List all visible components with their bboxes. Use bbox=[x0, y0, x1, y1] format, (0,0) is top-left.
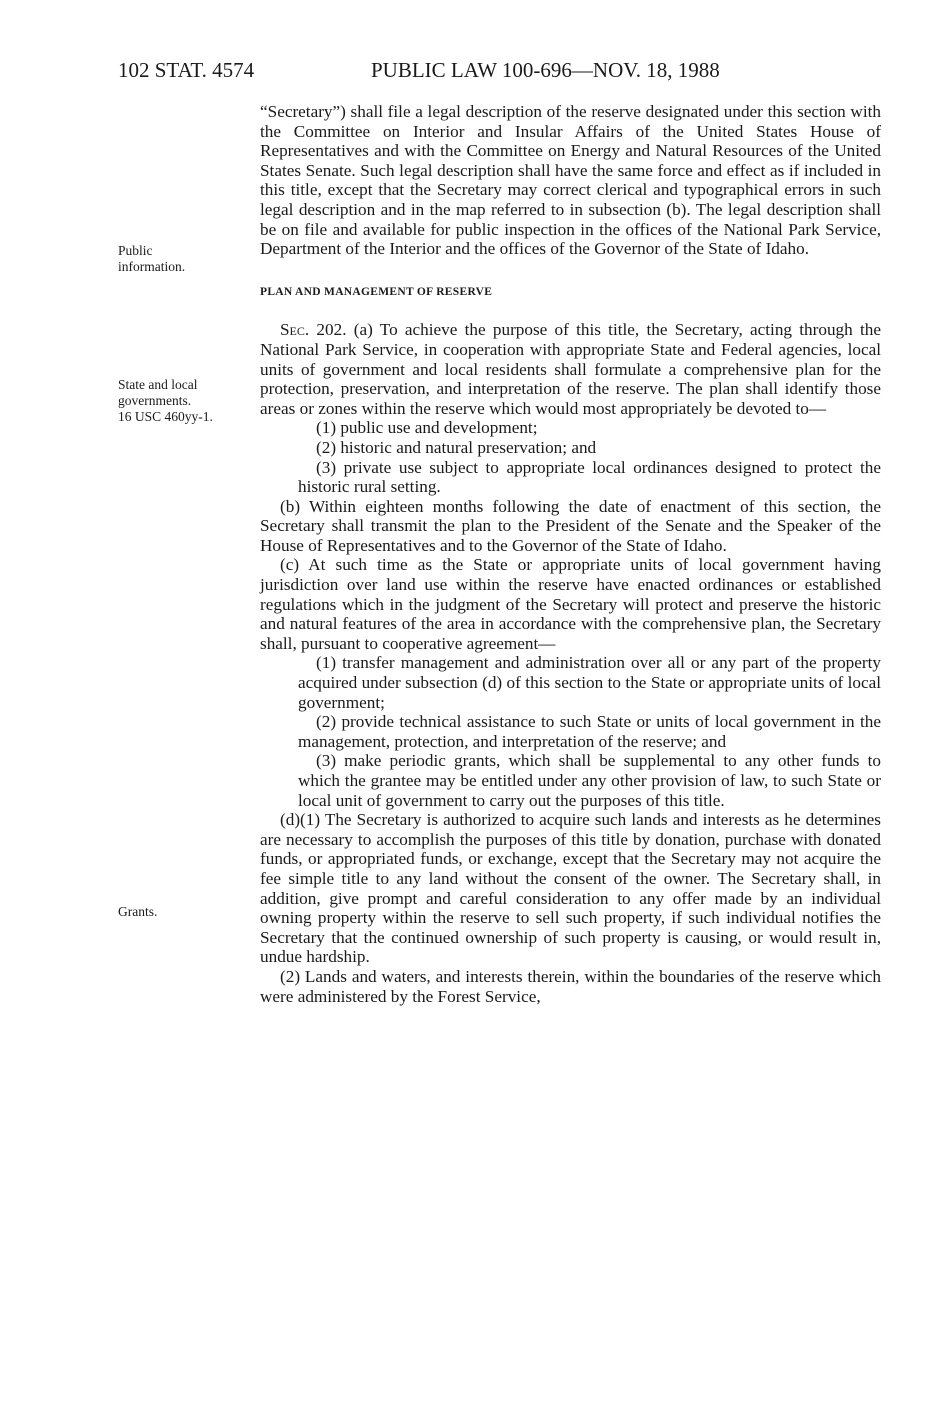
item-c2: (2) provide technical assistance to such State or units of local government in the management, protection, and interpretation of the reserve; and bbox=[298, 712, 881, 751]
item-c3: (3) make periodic grants, which shall be supplemental to any other funds to which the grantee may be entitled under any other provision of law, to such State or local unit of government to carry out the purposes of this title. bbox=[298, 751, 881, 810]
paragraph-a-text: (a) To achieve the purpose of this title, the Secretary, acting through the National Park Service, in cooperation with appropriate State and Federal agencies, local units of government and local residents shall formulate a comprehensive plan for the protection, preservation, and interpretation of the reserve. The plan shall identify those areas or zones within the reserve which would most appropriately be devoted to— bbox=[260, 320, 881, 418]
item-a3: (3) private use subject to appropriate local ordinances designed to protect the historic rural setting. bbox=[298, 457, 881, 497]
margin-note-state-local: State and local governments. 16 USC 460yy-1. bbox=[118, 377, 213, 424]
paragraph-b: (b) Within eighteen months following the date of enactment of this section, the Secretary shall transmit the plan to the President of the Senate and the Speaker of the House of Representatives and to the Governor of the State of Idaho. bbox=[260, 496, 881, 555]
body-text bbox=[260, 102, 881, 1006]
item-c1: (1) transfer management and administration over all or any part of the property acquired under subsection (d) of this section to the State or appropriate units of local government; bbox=[298, 653, 881, 712]
margin-note-public-information: Public information. bbox=[118, 243, 186, 274]
section-label: Sec. 202. bbox=[280, 320, 347, 340]
paragraph-d2: (2) Lands and waters, and interests therein, within the boundaries of the reserve which were administered by the Forest Service, bbox=[260, 966, 881, 1006]
paragraph-a bbox=[260, 320, 881, 418]
paragraph-d1: (d)(1) The Secretary is authorized to acquire such lands and interests as he determines are necessary to accomplish the purposes of this title by donation, purchase with donated funds, or appropriated funds, or exchange, except that the Secretary may not acquire the fee simple title to any land without the consent of the owner. The Secretary shall, in addition, give prompt and careful consideration to any offer made by an individual owning property within the reserve to sell such property, if such individual notifies the Secretary that the continued ownership of such property is causing, or would result in, undue hardship. bbox=[260, 810, 881, 967]
paragraph-c: (c) At such time as the State or appropriate units of local government having jurisdiction over land use within the reserve have enacted ordinances or established regulations which in the judgment of the Secretary will protect and preserve the historic and natural features of the area in accordance with the comprehensive plan, the Secretary shall, pursuant to cooperative agreement— bbox=[260, 555, 881, 653]
page-header bbox=[118, 58, 888, 84]
paragraph-intro: “Secretary”) shall file a legal description of the reserve designated under this section with the Committee on Interior and Insular Affairs of the United States House of Representatives and with the Committee on Energy and Natural Resources of the United States Senate. Such legal description shall have the same force and effect as if included in this title, except that the Secretary may correct clerical and typographical errors in such legal description and in the map referred to in subsection (b). The legal description shall be on file and available for public inspection in the offices of the National Park Service, Department of the Interior and the offices of the Governor of the State of Idaho. bbox=[260, 102, 881, 259]
public-law-title: PUBLIC LAW 100-696—NOV. 18, 1988 bbox=[371, 58, 720, 82]
item-a1: (1) public use and development; bbox=[316, 418, 538, 438]
margin-note-grants: Grants. bbox=[118, 904, 158, 919]
item-a2: (2) historic and natural preservation; and bbox=[316, 437, 597, 457]
section-heading: PLAN AND MANAGEMENT OF RESERVE bbox=[260, 285, 493, 298]
statute-page-number: 102 STAT. 4574 bbox=[118, 58, 255, 82]
